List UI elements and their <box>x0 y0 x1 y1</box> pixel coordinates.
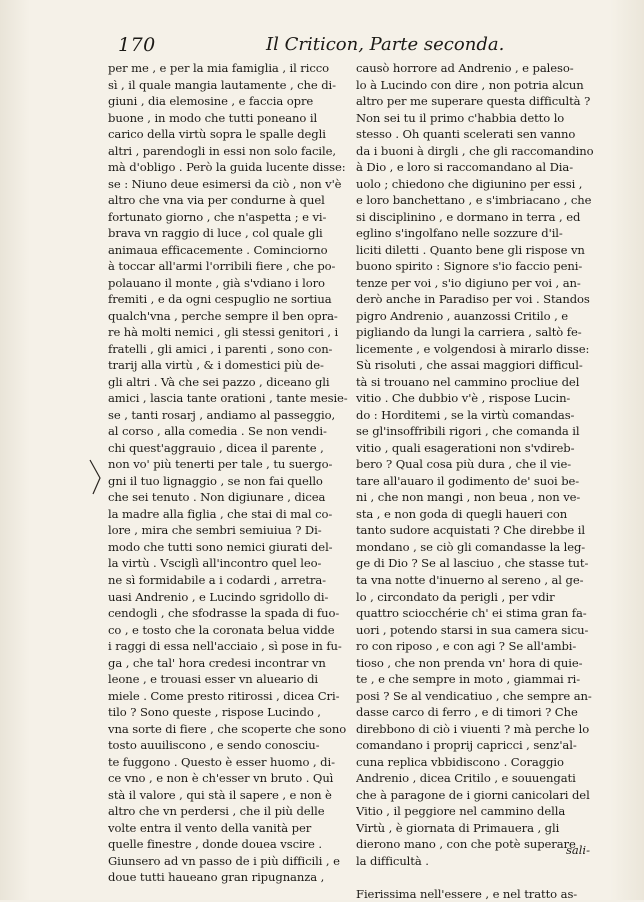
text-line: lo , circondato da perigli , per vdir <box>356 589 555 604</box>
text-line: doue tutti haueano gran ripugnanza , <box>108 870 325 885</box>
text-line: se gl'insoffribili rigori , che comanda il <box>356 424 580 439</box>
text-line: Vitio , il peggiore nel cammino della <box>356 804 566 819</box>
text-line: pigliando da lungi la carriera , saltò fe- <box>356 325 582 340</box>
text-line: da i buoni à dirgli , che gli raccomandino <box>356 143 594 158</box>
text-line: miele . Come presto ritirossi , dicea Cri- <box>108 688 340 703</box>
text-line: Andrenio , dicea Critilo , e souuengati <box>356 771 576 786</box>
text-line: re hà molti nemici , gli stessi genitori , i <box>108 325 339 340</box>
text-line: buono spirito : Signore s'io faccio peni- <box>356 259 583 274</box>
text-line: te , e che sempre in moto , giammai ri- <box>356 672 581 687</box>
text-line: altro che vn perdersi , che il più delle <box>108 804 325 819</box>
text-line: polauano il monte , già s'vdiano i loro <box>108 275 325 290</box>
text-line: dasse carco di ferro , e di timori ? Che <box>356 705 578 720</box>
text-line: te fuggono . Questo è esser huomo , di- <box>108 754 335 769</box>
text-line: gli altri . Và che sei pazzo , diceano gli <box>108 374 330 389</box>
text-line: do : Horditemi , se la virtù comandas- <box>356 407 575 422</box>
text-line: uasi Andrenio , e Lucindo sgridollo di- <box>108 589 329 604</box>
text-line: leone , e trouasi esser vn alueario di <box>108 672 319 687</box>
text-line: che à paragone de i giorni canicolari del <box>356 787 590 802</box>
text-line: fratelli , gli amici , i parenti , sono con- <box>108 341 333 356</box>
text-line: ni , che non mangi , non beua , non ve- <box>356 490 581 505</box>
text-line: qualch'vna , perche sempre il ben opra- <box>108 308 338 323</box>
text-line: se , tanti rosarj , andiamo al passeggio, <box>108 407 336 422</box>
running-title: Il Criticon, Parte seconda. <box>266 34 505 55</box>
text-line: Virtù , è giornata di Primauera , gli <box>356 820 560 835</box>
text-line: la virtù . Vsciglì all'incontro quel leo- <box>108 556 322 571</box>
text-line: e loro banchettano , e s'imbriacano , che <box>356 193 592 208</box>
text-line: bero ? Qual cosa più dura , che il vie- <box>356 457 572 472</box>
text-line: la madre alla figlia , che stai di mal co- <box>108 506 333 521</box>
text-line: tanto sudore acquistati ? Che direbbe il <box>356 523 585 538</box>
text-line: vna sorte di fiere , che scoperte che sono <box>108 721 347 736</box>
text-line: altri , parendogli in essi non solo facile, <box>108 143 336 158</box>
text-line: dierono mano , con che potè superare <box>356 837 576 852</box>
text-line: tare all'auaro il godimento de' suoi be- <box>356 473 580 488</box>
catchword: sali- <box>566 843 590 857</box>
text-line: cendogli , che sfodrasse la spada di fuo- <box>108 606 340 621</box>
text-line: cuna replica vbbidiscono . Coraggio <box>356 754 564 769</box>
text-line: posi ? Se al vendicatiuo , che sempre an- <box>356 688 592 703</box>
text-line: lore , mira che sembri semiuiua ? Di- <box>108 523 322 538</box>
text-line: mà d'obligo . Però la guida lucente disse: <box>108 160 346 175</box>
text-line: ge di Dio ? Se al lasciuo , che stasse tut- <box>356 556 589 571</box>
text-line: tenze per voi , s'io digiuno per voi , an- <box>356 275 581 290</box>
text-line: gni il tuo lignaggio , se non fai quello <box>108 473 323 488</box>
text-line: quelle finestre , donde doueа vscire . <box>108 837 322 852</box>
text-line: volte entra il vento della vanità per <box>108 820 312 835</box>
text-line: tà si trouano nel cammino procliue del <box>356 374 580 389</box>
text-line: buone , in modo che tutti poneano il <box>108 110 318 125</box>
text-line: eglino s'ingolfano nelle sozzure d'il- <box>356 226 563 241</box>
text-line: se : Niuno deue esimersi da ciò , non v'è <box>108 176 342 191</box>
text-line: altro che vna via per condurne à quel <box>108 193 325 208</box>
text-line: amici , lascia tante orationi , tante mesie- <box>108 391 348 406</box>
text-line: vitio . Che dubbio v'è , rispose Lucin- <box>356 391 571 406</box>
text-line <box>356 869 606 886</box>
text-line: al corso , alla comedia . Se non vendi- <box>108 424 327 439</box>
text-line: à Dio , e loro si raccomandano al Dia- <box>356 160 574 175</box>
page-number: 170 <box>118 34 156 56</box>
text-line: Fierissima nell'essere , e nel tratto as- <box>356 886 578 901</box>
text-line: uolo ; chiedono che digiunino per essi , <box>356 176 583 191</box>
text-line: derò anche in Paradiso per voi . Standos <box>356 292 590 307</box>
text-line: tosto auuiliscono , e sendo conosciu- <box>108 738 320 753</box>
text-line: ce vno , e non è ch'esser vn bruto . Quì <box>108 771 334 786</box>
text-line: i raggi di essa nell'acciaio , sì pose in fu- <box>108 639 342 654</box>
text-line: si disciplinino , e dormano in terra , ed <box>356 209 581 224</box>
page-header <box>118 34 618 60</box>
text-line: non vo' più tenerti per tale , tu suergo- <box>108 457 333 472</box>
text-line: trarij alla virtù , & i domestici più de- <box>108 358 324 373</box>
text-line: mondano , se ciò gli comandasse la leg- <box>356 539 586 554</box>
text-line: ga , che tal' hora credesi incontrar vn <box>108 655 326 670</box>
text-line: quattro sciocchérie ch' ei stima gran fa- <box>356 606 587 621</box>
right-text-column <box>356 60 606 902</box>
text-line: stesso . Oh quanti scelerati sen vanno <box>356 127 576 142</box>
text-line: co , e tosto che la coronata belua vidde <box>108 622 335 637</box>
text-line: Non sei tu il primo c'habbia detto lo <box>356 110 565 125</box>
text-line: pigro Andrenio , auanzossi Critilo , e <box>356 308 569 323</box>
text-line: sì , il quale mangia lautamente , che di- <box>108 77 336 92</box>
text-line: per me , e per la mia famiglia , il ricco <box>108 61 330 75</box>
text-line: altro per me superare questa difficultà ? <box>356 94 591 109</box>
text-line: licemente , e volgendosi à mirarlo disse: <box>356 341 590 356</box>
text-line: ta vna notte d'inuerno al sereno , al ge- <box>356 572 584 587</box>
text-line: uori , potendo starsi in sua camera sicu- <box>356 622 589 637</box>
text-line: ro con riposo , e con agi ? Se all'ambi- <box>356 639 577 654</box>
text-line: che sei tenuto . Non digiunare , dicea <box>108 490 326 505</box>
text-line: tilo ? Sono queste , rispose Lucindo , <box>108 705 321 720</box>
text-line: la difficultà . <box>356 853 429 868</box>
text-line: comandano i proprij capricci , senz'al- <box>356 738 577 753</box>
text-line: chi quest'aggrauio , dicea il parente , <box>108 440 324 455</box>
text-line: sta , e non goda di quegli haueri con <box>356 506 568 521</box>
text-line: causò horrore ad Andrenio , e paleso- <box>356 61 574 75</box>
text-line: modo che tutti sono nemici giurati del- <box>108 539 333 554</box>
text-line: Sù risoluti , che assai maggiori difficul- <box>356 358 583 373</box>
margin-pen-mark <box>88 456 106 496</box>
text-line: stà il valore , qui stà il sapere , e non è <box>108 787 332 802</box>
text-line: direbbono di ciò i viuenti ? mà perche lo <box>356 721 590 736</box>
text-line: animaua efficacemente . Cominciorno <box>108 242 328 257</box>
text-line: brava vn raggio di luce , col quale gli <box>108 226 323 241</box>
text-line: à toccar all'armi l'orribili fiere , che po- <box>108 259 336 274</box>
text-line: lo à Lucindo con dire , non potria alcun <box>356 77 584 92</box>
left-text-column <box>108 60 353 886</box>
text-line: giuni , dia elemosine , e faccia opre <box>108 94 314 109</box>
text-line: liciti diletti . Quanto bene gli rispose vn <box>356 242 585 257</box>
text-line: Giunsero ad vn passo de i più difficili , e <box>108 853 340 868</box>
text-line: carico della virtù sopra le spalle degli <box>108 127 326 142</box>
text-line: tioso , che non prenda vn' hora di quie- <box>356 655 583 670</box>
text-line: vitio , quali esagerationi non s'vdireb- <box>356 440 575 455</box>
text-line: ne sì formidabile a i codardi , arretra- <box>108 572 327 587</box>
text-line: fortunato giorno , che n'aspetta ; e vi- <box>108 209 327 224</box>
text-line: fremiti , e da ogni cespuglio ne sortiua <box>108 292 332 307</box>
